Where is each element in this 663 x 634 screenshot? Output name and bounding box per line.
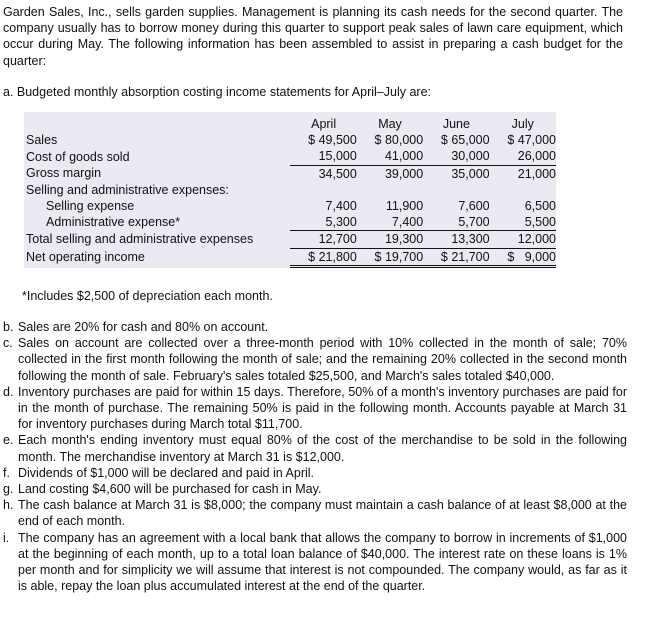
cell-april bbox=[290, 182, 356, 198]
income-statement-table-panel bbox=[24, 112, 556, 268]
item-text: Inventory purchases are paid for within 15 days. Therefore, 50% of a month's inventory purchases are paid for in the month of purchase. The remaining 50% is paid in the following month. Accounts payable at March 31 for inventory purchases during March total $11,700. bbox=[18, 384, 627, 432]
item-text: The company has an agreement with a local bank that allows the company to borrow in increments of $1,000 at the beginning of each month, up to a total loan balance of $40,000. The interest rate on these loans is 1% per month and for simplicity we will assume that interest is not compounded. The company would, as far as it is able, repay the loan plus accumulated interest at the end of the quarter. bbox=[18, 530, 627, 594]
depreciation-footnote: *Includes $2,500 of depreciation each month. bbox=[22, 289, 273, 303]
table-row-sales bbox=[26, 132, 556, 148]
list-item-g bbox=[3, 481, 627, 497]
header-blank bbox=[26, 116, 290, 132]
cell-april: $ 49,500 bbox=[308, 133, 357, 148]
table-row-selling-expense bbox=[26, 198, 556, 214]
row-label: Selling expense bbox=[46, 199, 135, 214]
cell-april: 7,400 bbox=[325, 199, 357, 214]
row-label: Sales bbox=[26, 133, 58, 148]
cell-july: 21,000 bbox=[517, 166, 556, 181]
item-text: Each month's ending inventory must equal 80% of the cost of the merchandise to be sold in the following month. The merchandise inventory at March 31 is $12,000. bbox=[18, 433, 627, 464]
cell-may: $ 80,000 bbox=[374, 133, 424, 148]
list-item-d bbox=[3, 384, 627, 433]
row-label: Net operating income bbox=[26, 250, 145, 265]
row-label: Cost of goods sold bbox=[26, 149, 130, 164]
list-item-h bbox=[3, 497, 627, 529]
item-letter: h. bbox=[3, 498, 14, 513]
cell-may: 11,900 bbox=[385, 199, 424, 214]
cell-may: $ 19,700 bbox=[357, 248, 423, 266]
row-label: Total selling and administrative expenses bbox=[26, 232, 254, 247]
section-a-heading: a. Budgeted monthly absorption costing income statements for April–July are: bbox=[3, 85, 432, 99]
cell-june: $ 65,000 bbox=[440, 133, 490, 148]
table-row-cogs bbox=[26, 148, 556, 165]
assumptions-list bbox=[3, 319, 627, 594]
cell-july: 5,500 bbox=[490, 214, 556, 231]
cell-june: $ 21,700 bbox=[423, 248, 489, 266]
table-row-net-operating-income bbox=[26, 248, 556, 266]
row-label: Selling and administrative expenses: bbox=[26, 182, 229, 197]
cell-june: 7,600 bbox=[458, 199, 490, 214]
cell-june: 30,000 bbox=[423, 148, 489, 165]
cell-may: 19,300 bbox=[357, 231, 423, 248]
cell-july: $ 9,000 bbox=[490, 248, 556, 266]
cell-june bbox=[423, 182, 489, 198]
item-letter: f. bbox=[3, 465, 10, 480]
column-header-may: May bbox=[378, 117, 402, 131]
cell-july: 12,000 bbox=[490, 231, 556, 248]
item-text: Dividends of $1,000 will be declared and paid in April. bbox=[18, 465, 315, 480]
item-text: Sales on account are collected over a three-month period with 10% collected in the month of sale; 70% collected in the first month following the month of sale; and the remaining 20% collected in the second month following the month of sale. February's sales totaled $25,500, and March's sales totaled $40,000. bbox=[18, 336, 627, 383]
cell-july: 6,500 bbox=[524, 199, 556, 214]
row-label: Gross margin bbox=[26, 166, 102, 181]
column-header-july: July bbox=[511, 117, 534, 131]
item-text: Sales are 20% for cash and 80% on account. bbox=[18, 320, 269, 334]
table-row-sga-heading bbox=[26, 182, 556, 198]
list-item-i bbox=[3, 530, 627, 595]
cell-may: 39,000 bbox=[384, 166, 424, 181]
table-header-row bbox=[26, 116, 556, 132]
list-item-e bbox=[3, 432, 627, 464]
cell-june: 5,700 bbox=[423, 214, 489, 231]
cell-june: 35,000 bbox=[451, 166, 490, 181]
table-row-administrative-expense bbox=[26, 214, 556, 231]
item-letter: i. bbox=[3, 530, 10, 545]
column-header-june: June bbox=[442, 117, 470, 131]
cell-april: 15,000 bbox=[290, 148, 356, 165]
item-letter: g. bbox=[3, 482, 14, 497]
cell-may: 41,000 bbox=[357, 148, 423, 165]
item-letter: d. bbox=[3, 384, 14, 399]
cell-april: $ 21,800 bbox=[290, 248, 356, 266]
cell-may bbox=[357, 182, 423, 198]
intro-paragraph: Garden Sales, Inc., sells garden supplies. Management is planning its cash needs for the second quarter. The company usually has to borrow money during this quarter to support peak sales of lawn care equipment, which occur during May. The following information has been assembled to assist in preparing a cash budget for the quarter: bbox=[3, 5, 623, 68]
item-text: The cash balance at March 31 is $8,000; the company must maintain a cash balance of at least $8,000 at the end of each month. bbox=[18, 498, 627, 529]
cell-july: 26,000 bbox=[490, 148, 556, 165]
item-letter: c. bbox=[3, 336, 13, 351]
list-item-b bbox=[3, 319, 627, 335]
cell-july: $ 47,000 bbox=[507, 133, 556, 148]
cell-may: 7,400 bbox=[357, 214, 423, 231]
income-statement-table bbox=[26, 116, 556, 268]
cell-april: 5,300 bbox=[290, 214, 356, 231]
item-text: Land costing $4,600 will be purchased for cash in May. bbox=[18, 482, 322, 497]
cell-july bbox=[490, 182, 556, 198]
table-row-gross-margin bbox=[26, 165, 556, 182]
item-letter: b. bbox=[3, 320, 14, 334]
item-letter: e. bbox=[3, 433, 14, 448]
table-row-total-sga bbox=[26, 231, 556, 248]
row-label: Administrative expense* bbox=[46, 215, 181, 230]
cell-june: 13,300 bbox=[423, 231, 489, 248]
list-item-c bbox=[3, 335, 627, 384]
list-item-f bbox=[3, 465, 627, 481]
cell-april: 34,500 bbox=[318, 166, 357, 181]
cell-april: 12,700 bbox=[290, 231, 356, 248]
column-header-april: April bbox=[311, 117, 337, 131]
